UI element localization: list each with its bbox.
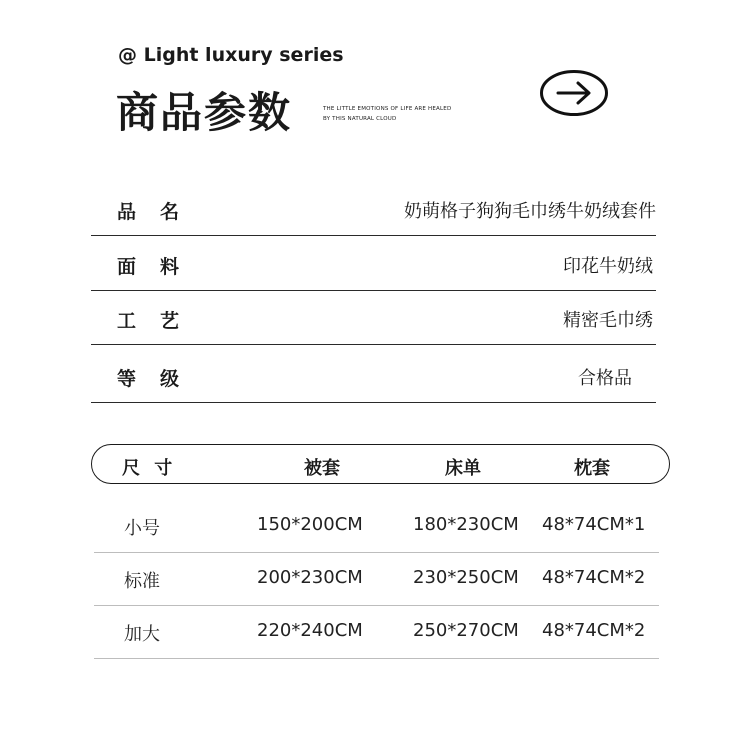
header-size: 尺 寸 — [122, 458, 177, 479]
size-name: 标准 — [124, 571, 160, 592]
spec-row-fabric — [91, 236, 656, 291]
spec-row-grade — [91, 348, 656, 403]
series-label: @ Light luxury series — [118, 44, 344, 66]
spec-label: 等级 — [117, 368, 204, 390]
tagline — [323, 104, 451, 124]
duvet-size: 150*200CM — [257, 514, 363, 535]
header-pillow: 枕套 — [574, 458, 610, 479]
arrow-right-icon — [540, 70, 608, 116]
size-name: 小号 — [124, 518, 160, 539]
table-row — [94, 499, 659, 553]
sheet-size: 230*250CM — [413, 567, 519, 588]
tagline-line-2: BY THIS NATURAL CLOUD — [323, 116, 397, 122]
spec-value: 精密毛巾绣 — [563, 310, 653, 331]
pillow-size: 48*74CM*1 — [542, 514, 646, 535]
table-row — [94, 605, 659, 659]
size-name: 加大 — [124, 624, 160, 645]
spec-value: 奶萌格子狗狗毛巾绣牛奶绒套件 — [404, 201, 656, 222]
tagline-line-1: THE LITTLE EMOTIONS OF LIFE ARE HEALED — [323, 106, 452, 112]
next-button[interactable] — [540, 70, 608, 116]
sheet-size: 180*230CM — [413, 514, 519, 535]
spec-value: 合格品 — [578, 368, 632, 389]
spec-label: 品名 — [117, 201, 204, 223]
duvet-size: 200*230CM — [257, 567, 363, 588]
pillow-size: 48*74CM*2 — [542, 620, 646, 641]
page-title: 商品参数 — [116, 88, 293, 137]
sheet-size: 250*270CM — [413, 620, 519, 641]
spec-label: 工艺 — [117, 310, 204, 332]
pillow-size: 48*74CM*2 — [542, 567, 646, 588]
spec-label: 面料 — [117, 256, 204, 278]
header-sheet: 床单 — [445, 458, 481, 479]
size-table-header — [91, 444, 670, 484]
duvet-size: 220*240CM — [257, 620, 363, 641]
spec-row-craft — [91, 290, 656, 345]
spec-row-name — [91, 181, 656, 236]
table-row — [94, 552, 659, 606]
spec-value: 印花牛奶绒 — [563, 256, 653, 277]
header-duvet: 被套 — [304, 458, 340, 479]
